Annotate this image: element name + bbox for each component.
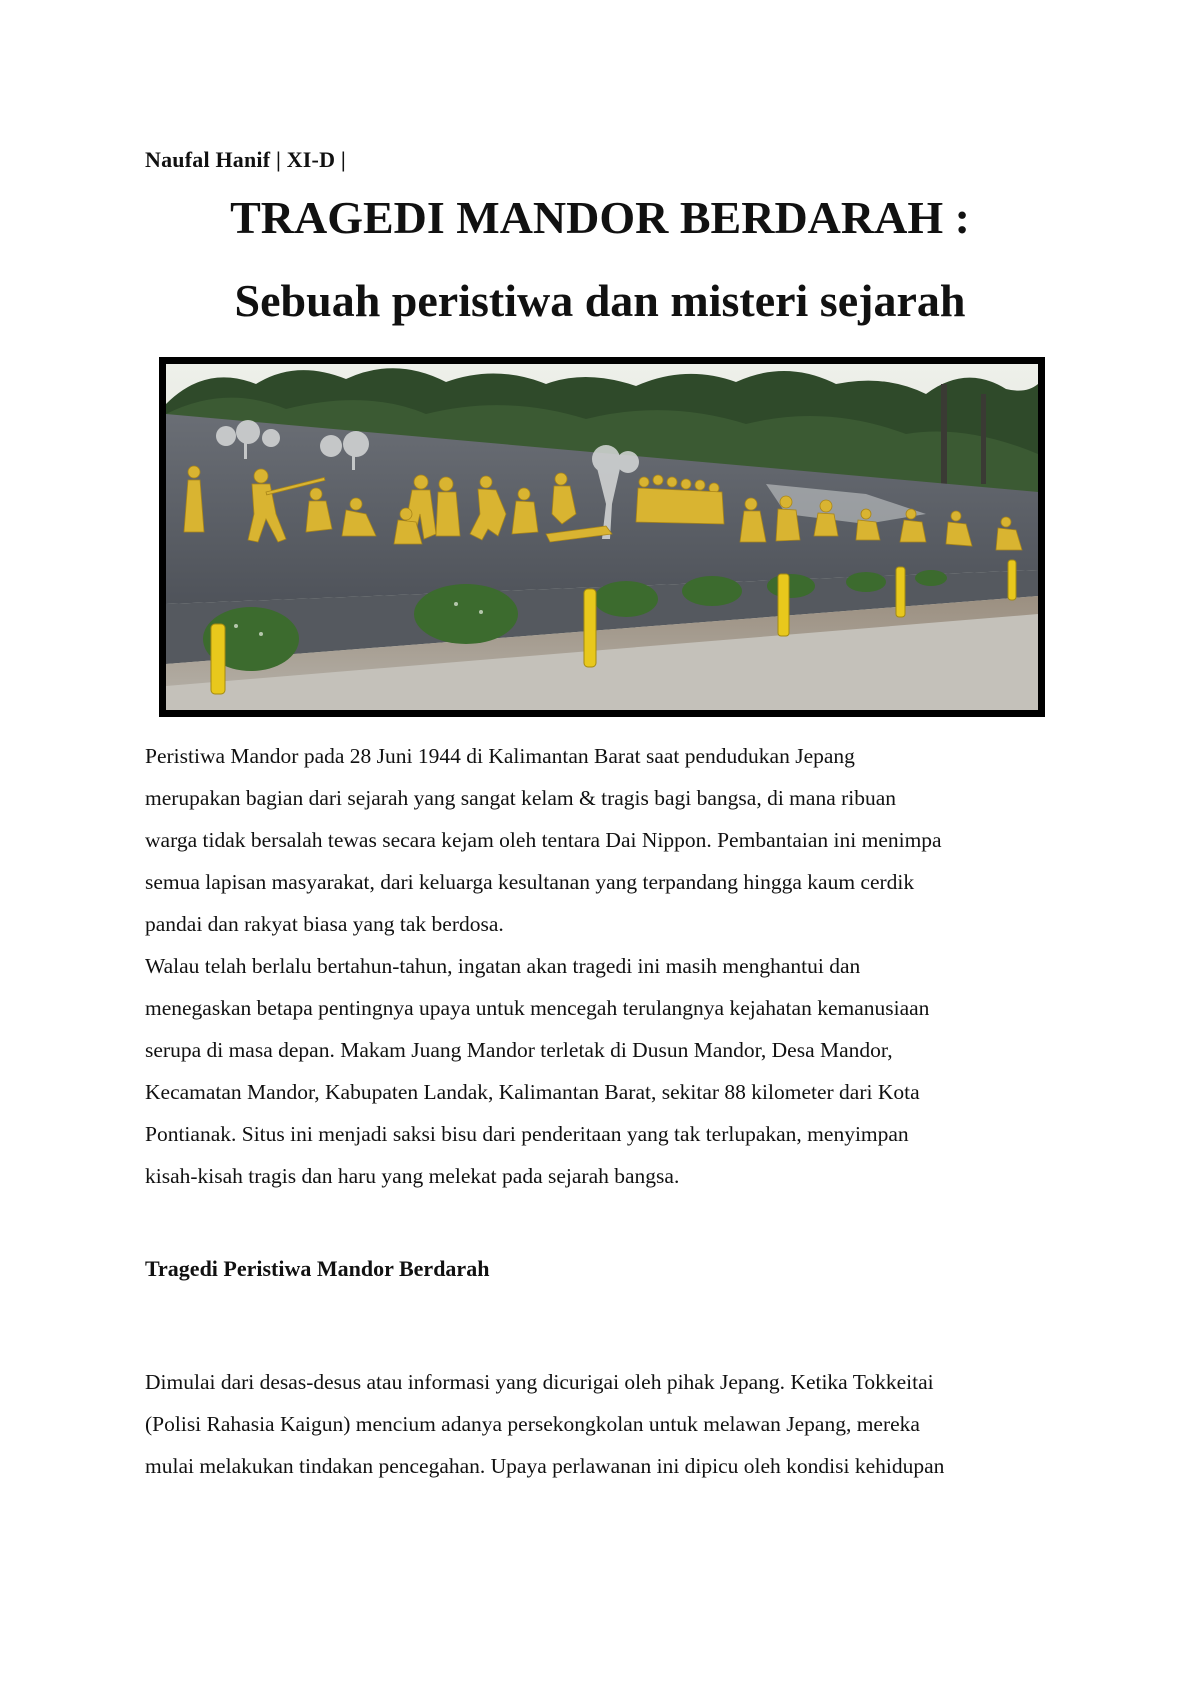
text-line: menegaskan betapa pentingnya upaya untuk mencegah terulangnya kejahatan kemanusiaan [145, 996, 930, 1020]
relief-wall-image [166, 364, 1038, 710]
text-line: Peristiwa Mandor pada 28 Juni 1944 di Kalimantan Barat saat pendudukan Jepang [145, 744, 855, 768]
text-line: mulai melakukan tindakan pencegahan. Upaya perlawanan ini dipicu oleh kondisi kehidupan [145, 1454, 945, 1478]
monument-relief-photo [159, 357, 1045, 717]
text-line: (Polisi Rahasia Kaigun) mencium adanya persekongkolan untuk melawan Jepang, mereka [145, 1412, 920, 1436]
text-line: merupakan bagian dari sejarah yang sangat kelam & tragis bagi bangsa, di mana ribuan [145, 786, 897, 810]
text-line: Dimulai dari desas-desus atau informasi yang dicurigai oleh pihak Jepang. Ketika Tokkeitai [145, 1370, 934, 1394]
text-line: warga tidak bersalah tewas secara kejam oleh tentara Dai Nippon. Pembantaian ini menimpa [145, 828, 942, 852]
text-line: pandai dan rakyat biasa yang tak berdosa. [145, 912, 504, 936]
author-line: Naufal Hanif | XI-D | [145, 147, 346, 172]
text-line: Pontianak. Situs ini menjadi saksi bisu dari penderitaan yang tak terlupakan, menyimpan [145, 1122, 909, 1146]
section-paragraph [145, 1361, 1065, 1487]
intro-paragraph [145, 735, 1065, 1197]
text-line: serupa di masa depan. Makam Juang Mandor terletak di Dusun Mandor, Desa Mandor, [145, 1038, 893, 1062]
section-heading: Tragedi Peristiwa Mandor Berdarah [145, 1256, 490, 1281]
document-title: TRAGEDI MANDOR BERDARAH : [230, 192, 970, 243]
text-line: kisah-kisah tragis dan haru yang melekat pada sejarah bangsa. [145, 1164, 680, 1188]
text-line: Walau telah berlalu bertahun-tahun, ingatan akan tragedi ini masih menghantui dan [145, 954, 861, 978]
text-line: Kecamatan Mandor, Kabupaten Landak, Kalimantan Barat, sekitar 88 kilometer dari Kota [145, 1080, 920, 1104]
document-subtitle: Sebuah peristiwa dan misteri sejarah [234, 275, 966, 326]
text-line: semua lapisan masyarakat, dari keluarga kesultanan yang terpandang hingga kaum cerdik [145, 870, 915, 894]
